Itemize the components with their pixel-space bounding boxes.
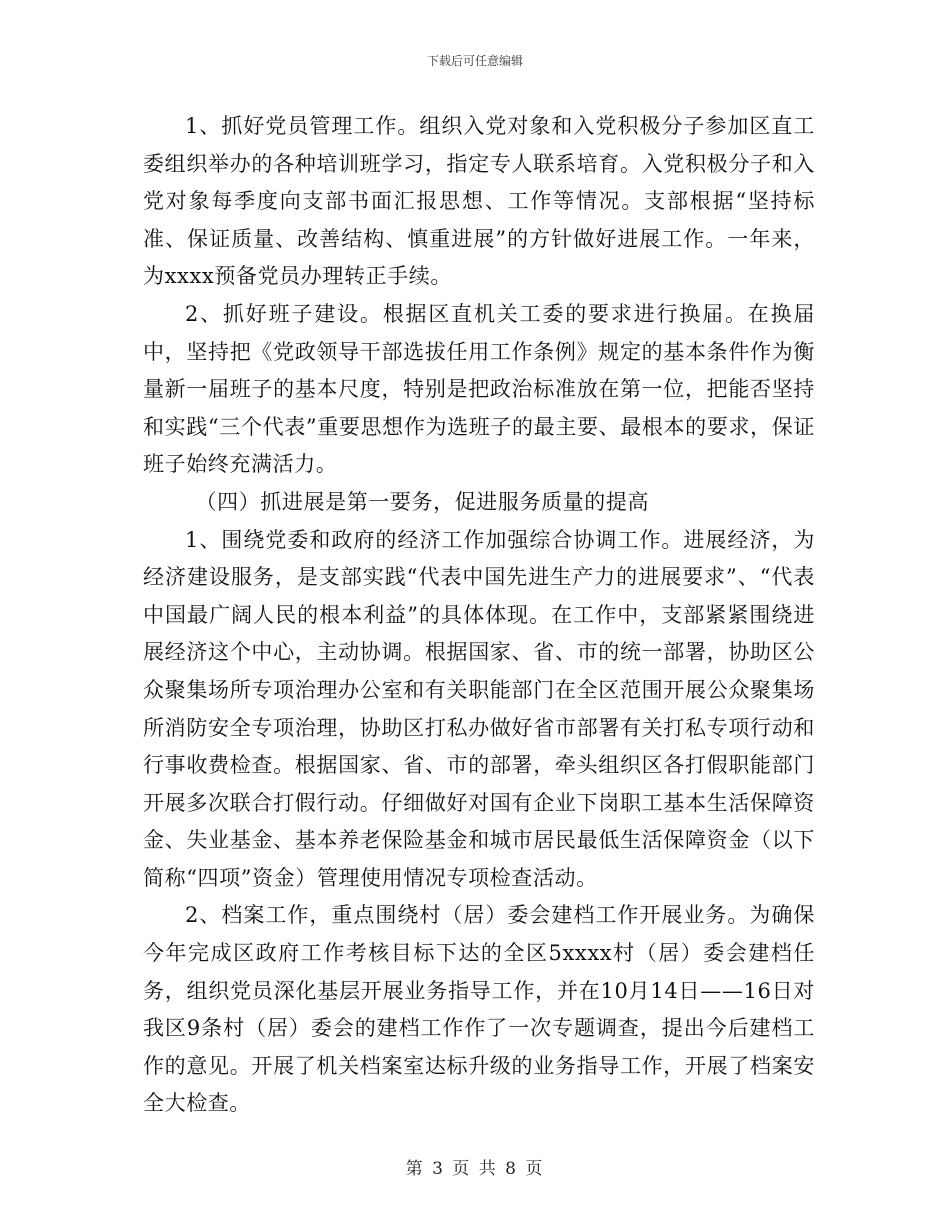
document-body bbox=[143, 108, 815, 1123]
paragraph-economic-coordination: 1、围绕党委和政府的经济工作加强综合协调工作。进展经济，为经济建设服务，是支部实践“代表中国先进生产力的进展要求”、“代表中国最广阔人民的根本利益”的具体体现。在工作中，支部紧紧围绕进展经济这个中心，主动协调。根据国家、省、市的统一部署，协助区公众聚集场所专项治理办公室和有关职能部门在全区范围开展公众聚集场所消防安全专项治理，协助区打私办做好省市部署有关打私专项行动和行事收费检查。根据国家、省、市的部署，牵头组织区各打假职能部门开展多次联合打假行动。仔细做好对国有企业下岗职工基本生活保障资金、失业基金、基本养老保险基金和城市居民最低生活保障资金（以下简称“四项”资金）管理使用情况专项检查活动。 bbox=[143, 527, 815, 890]
page-number: 第 3 页 共 8 页 bbox=[405, 1159, 545, 1179]
paragraph-team-building: 2、抓好班子建设。根据区直机关工委的要求进行换届。在换届中，坚持把《党政领导干部选拔任用工作条例》规定的基本条件作为衡量新一届班子的基本尺度，特别是把政治标准放在第一位，把能否坚持和实践“三个代表”重要思想作为选班子的最主要、最根本的要求，保证班子始终充满活力。 bbox=[143, 301, 815, 477]
paragraph-party-member-management: 1、抓好党员管理工作。组织入党对象和入党积极分子参加区直工委组织举办的各种培训班学习，指定专人联系培育。入党积极分子和入党对象每季度向支部书面汇报思想、工作等情况。支部根据“坚持标准、保证质量、改善结构、慎重进展”的方针做好进展工作。一年来，为xxxx预备党员办理转正手续。 bbox=[143, 114, 815, 289]
page-header: 下载后可任意编辑 bbox=[426, 54, 523, 68]
section-heading: （四）抓进展是第一要务，促进服务质量的提高 bbox=[195, 489, 650, 514]
paragraph-archive-work: 2、档案工作，重点围绕村（居）委会建档工作开展业务。为确保今年完成区政府工作考核目标下达的全区5xxxx村（居）委会建档任务，组织党员深化基层开展业务指导工作，并在10月14日——16日对我区9条村（居）委会的建档工作作了一次专题调查，提出今后建档工作的意见。开展了机关档案室达标升级的业务指导工作，开展了档案安全大检查。 bbox=[143, 903, 815, 1116]
